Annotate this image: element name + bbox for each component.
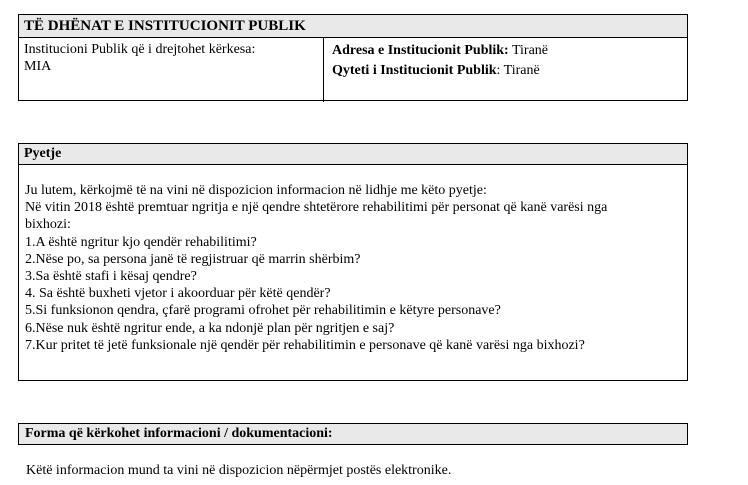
form-section [18,423,688,445]
institution-address-cell [324,38,687,102]
institution-section [18,14,688,101]
question-item: 7.Kur pritet të jetë funksionale një qendër për rehabilitimin e personave që kanë varësi nga bixhozi? [25,337,585,353]
question-item: 2.Nëse po, sa persona janë të regjistruar që marrin shërbim? [25,251,361,267]
address-value: Tiranë [508,43,549,58]
institution-details-row [19,38,687,102]
question-item: 6.Nëse nuk është ngritur ende, a ka ndonjë plan për ngritjen e saj? [25,320,395,336]
questions-section-title: Pyetje [19,144,687,165]
questions-context-line1: Në vitin 2018 është premtuar ngritja e një qendre shtetërore rehabilitimi për personat që kanë varësi nga [25,200,608,216]
questions-intro: Ju lutem, kërkojmë të na vini në dispozicion informacion në lidhje me këto pyetje: [25,183,487,198]
address-line [332,41,679,61]
institution-section-title: TË DHËNAT E INSTITUCIONIT PUBLIK [19,15,687,38]
addressed-institution-label: Institucioni Publik që i drejtohet kërkesa: [24,42,256,57]
addressed-institution-cell [19,38,324,102]
form-note: Këtë informacion mund ta vini në dispozicion nëpërmjet postës elektronike. [26,463,452,478]
questions-body [19,165,687,354]
question-item: 1.A është ngritur kjo qendër rehabilitimi? [25,234,257,250]
question-item: 5.Si funksionon qendra, çfarë programi ofrohet për rehabilitimin e këtyre personave? [25,303,501,319]
address-label: Adresa e Institucionit Publik: [332,43,509,58]
form-section-title: Forma që kërkohet informacioni / dokumentacioni: [25,426,333,441]
question-item: 3.Sa është stafi i kësaj qendre? [25,269,197,285]
city-label: Qyteti i Institucionit Publik [332,63,497,78]
questions-context-line2: bixhozi: [25,217,71,233]
questions-section [18,143,688,381]
city-line [332,61,679,81]
addressed-institution-value: MIA [24,59,52,74]
question-item: 4. Sa është buxheti vjetor i akoorduar për këtë qendër? [25,286,331,302]
city-value: : Tiranë [496,63,540,78]
